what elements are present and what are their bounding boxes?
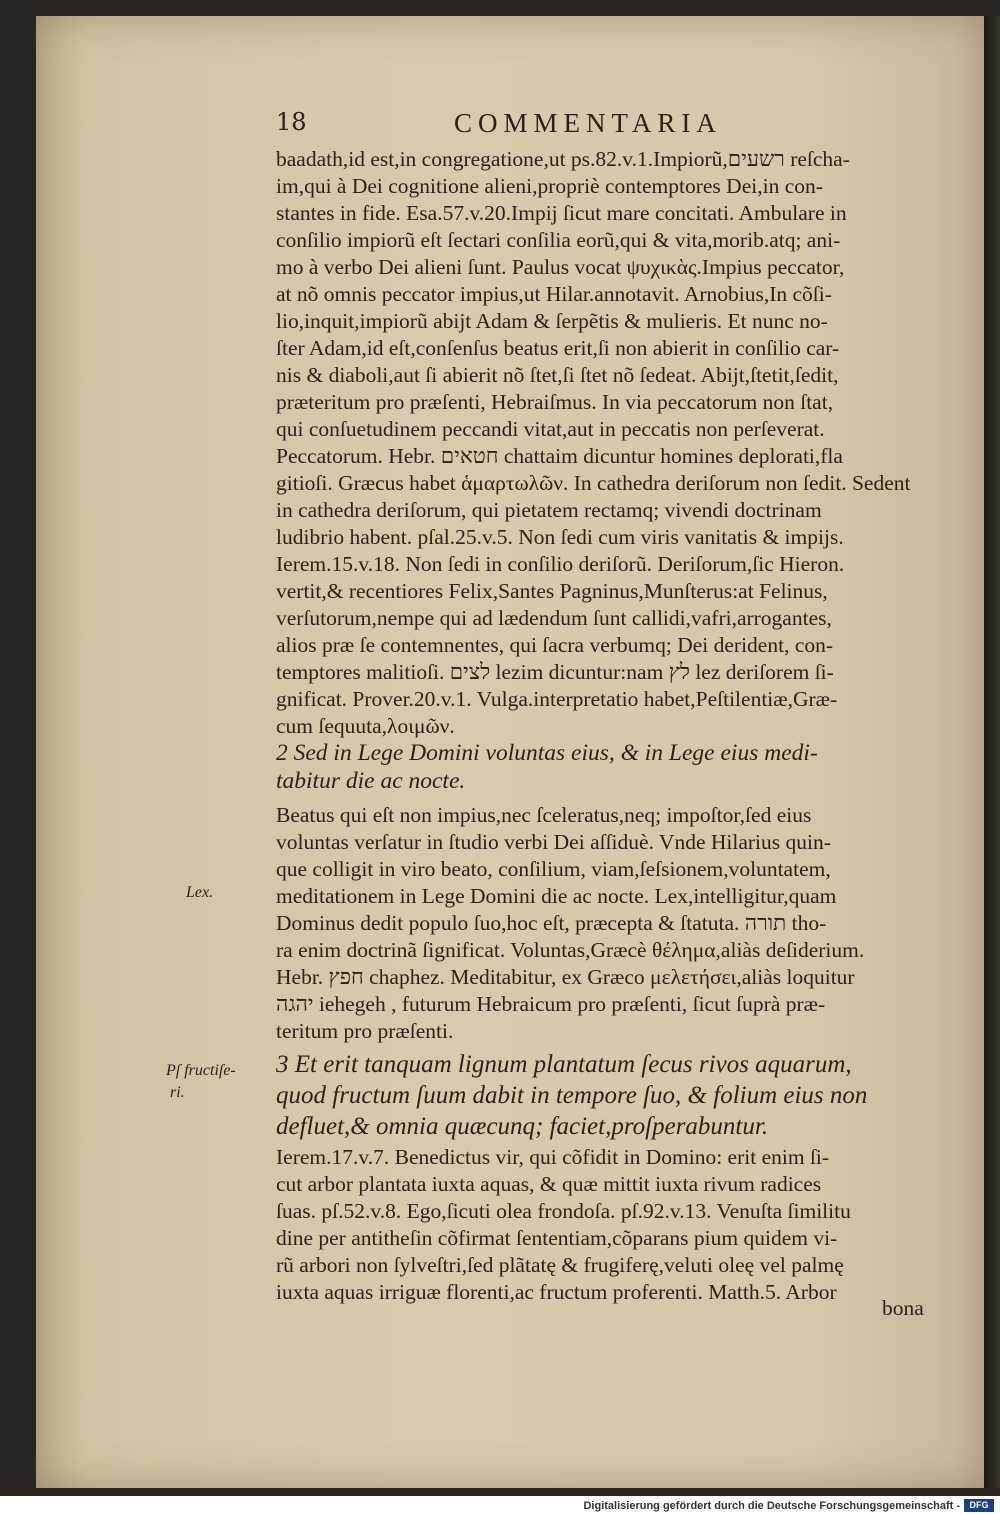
text-line: qui conſuetudinem peccandi vitat,aut in peccatis non perſeverat. <box>276 417 825 441</box>
text-line: im,qui à Dei cognitione alieni,propriè contemptores Dei,in con- <box>276 174 823 198</box>
text-line: lio,inquit,impiorũ abijt Adam & ſerpẽtis & mulieris. Et nunc no- <box>276 309 828 333</box>
text-line: gitioſi. Græcus habet ἁμαρτωλῶν. In cathedra deriſorum non ſedit. Sedent <box>276 471 911 495</box>
running-title: COMMENTARIA <box>454 108 722 138</box>
commentary-line: Hebr. חפץ chaphez. Meditabitur, ex Græco μελετήσει,aliàs loquitur <box>276 965 855 989</box>
text-line: mo à verbo Dei alieni ſunt. Paulus vocat ψυχικὰς.Impius peccator, <box>276 255 845 279</box>
page-number: 18 <box>276 108 307 136</box>
text-line: ſter Adam,id eſt,conſenſus beatus erit,ſi non abierit in conſilio car- <box>276 336 840 360</box>
commentary-line: dine per antitheſin cõfirmat ſententiam,cõparans pium quidem vi- <box>276 1226 838 1250</box>
catchword: bona <box>882 1296 924 1320</box>
commentary-line: iuxta aquas irriguæ florenti,ac fructum proferenti. Matth.5. Arbor <box>276 1280 837 1304</box>
text-line: cum ſequuta,λοιμῶν. <box>276 714 455 738</box>
text-line: in cathedra deriſorum, qui pietatem rectamq; vivendi doctrinam <box>276 498 822 522</box>
text-line: verſutorum,nempe qui ad lædendum ſunt callidi,vafri,arrogantes, <box>276 606 832 630</box>
dfg-logo: DFG <box>964 1499 994 1512</box>
margin-note-fructiferi-cont: ri. <box>170 1084 185 1101</box>
verse-2-line: tabitur die ac nocte. <box>276 768 466 794</box>
verse-3-line: quod fructum ſuum dabit in tempore ſuo, & folium eius non <box>276 1082 868 1109</box>
text-line: alios præ ſe contemnentes, qui ſacra verbumq; Dei derident, con- <box>276 633 834 657</box>
commentary-line: Dominus dedit populo ſuo,hoc eſt, præcepta & ſtatuta. תורה tho- <box>276 911 827 935</box>
commentary-line: Beatus qui eſt non impius,nec ſceleratus,neq; impoſtor,ſed eius <box>276 803 812 827</box>
text-line: conſilio impiorũ eſt ſectari conſilia eorũ,qui & vita,morib.atq; ani- <box>276 228 841 252</box>
commentary-line: meditationem in Lege Domini die ac nocte. Lex,intelligitur,quam <box>276 884 837 908</box>
text-line: præteritum pro præſenti, Hebraiſmus. In via peccatorum non ſtat, <box>276 390 834 414</box>
text-line: nis & diaboli,aut ſi abierit nõ ſtet,ſi ſtet nõ ſedeat. Abijt,ſtetit,ſedit, <box>276 363 839 387</box>
verse-3-line: defluet,& omnia quæcunq; faciet,proſperabuntur. <box>276 1113 769 1140</box>
verse-2-line: 2 Sed in Lege Domini voluntas eius, & in Lege eius medi- <box>276 740 818 766</box>
text-line: temptores malitioſi. לצים lezim dicuntur:nam לץ lez deriſorem ſi- <box>276 660 834 684</box>
text-line: Peccatorum. Hebr. חטאים chattaim dicuntur homines deplorati,fla <box>276 444 843 468</box>
commentary-line: יהגה iehegeh , futurum Hebraicum pro præſenti, ſicut ſuprà præ- <box>276 992 826 1016</box>
commentary-line: teritum pro præſenti. <box>276 1019 454 1043</box>
margin-note-fructiferi: Pſ fructiſe- <box>166 1062 236 1079</box>
binding-edge <box>984 16 1000 1488</box>
text-line: baadath,id est,in congregatione,ut ps.82.v.1.Impiorũ,רשעים reſcha- <box>276 147 850 171</box>
commentary-line: Ierem.17.v.7. Benedictus vir, qui cõfidit in Domino: erit enim ſi- <box>276 1145 830 1169</box>
text-line: Ierem.15.v.18. Non ſedi in conſilio deriſorũ. Deriſorum,ſic Hieron. <box>276 552 845 576</box>
commentary-line: que colligit in viro beato, conſilium, viam,ſeſsionem,voluntatem, <box>276 857 831 881</box>
digitization-credit: Digitalisierung gefördert durch die Deutsche Forschungsgemeinschaft - <box>583 1500 960 1512</box>
margin-note-lex: Lex. <box>186 884 214 901</box>
commentary-line: voluntas verſatur in ſtudio verbi Dei aſſiduè. Vnde Hilarius quin- <box>276 830 831 854</box>
text-line: vertit,& recentiores Felix,Santes Pagninus,Munſterus:at Felinus, <box>276 579 828 603</box>
running-head <box>276 108 796 142</box>
text-line: ludibrio habent. pſal.25.v.5. Non ſedi cum viris vanitatis & impijs. <box>276 525 844 549</box>
main-text <box>276 146 948 1306</box>
text-line: stantes in fide. Esa.57.v.20.Impij ſicut mare concitati. Ambulare in <box>276 201 847 225</box>
verse-3-line: 3 Et erit tanquam lignum plantatum ſecus rivos aquarum, <box>276 1051 852 1078</box>
commentary-line: cut arbor plantata iuxta aquas, & quæ mittit iuxta rivum radices <box>276 1172 822 1196</box>
commentary-line: ſuas. pſ.52.v.8. Ego,ſicuti olea frondoſa. pſ.92.v.13. Venuſta ſimilitu <box>276 1199 851 1223</box>
text-line: gnificat. Prover.20.v.1. Vulga.interpretatio habet,Peſtilentiæ,Græ- <box>276 687 838 711</box>
commentary-line: rũ arbori non ſylveſtri,ſed plãtatę & frugiferę,veluti oleę vel palmę <box>276 1253 844 1277</box>
commentary-line: ra enim doctrinã ſignificat. Voluntas,Græcè θέλημα,aliàs deſiderium. <box>276 938 865 962</box>
text-line: at nõ omnis peccator impius,ut Hilar.annotavit. Arnobius,In cõſi- <box>276 282 832 306</box>
